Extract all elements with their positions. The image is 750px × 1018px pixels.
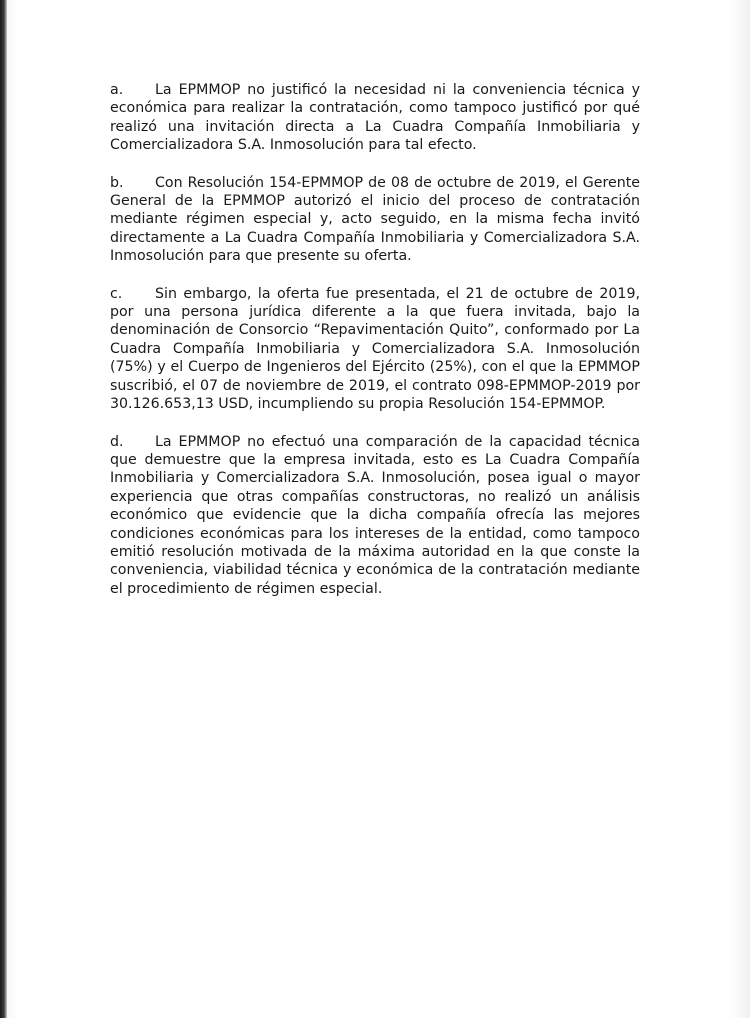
paragraph-a-text: La EPMMOP no justificó la necesidad ni la conveniencia técnica y económica para realizar la contratación, como tampoco justificó por qué realizó una invitación directa a La Cuadra Compañía Inmobiliaria y Comercializadora S.A. Inmosolución para tal efecto. [110,82,640,154]
paragraph-c-letter: c. [110,285,123,302]
paragraph-c [110,285,640,414]
document-body [110,81,640,617]
paragraph-b-text: Con Resolución 154-EPMMOP de 08 de octubre de 2019, el Gerente General de la EPMMOP autorizó el inicio del proceso de contratación mediante régimen especial y, acto seguido, en la misma fecha invitó directamente a La Cuadra Compañía Inmobiliaria y Comercializadora S.A. Inmosolución para que presente su oferta. [110,174,640,265]
paragraph-a-letter: a. [110,82,124,98]
paragraph-d [110,433,640,599]
paragraph-a [110,81,640,155]
paragraph-b [110,174,640,266]
paragraph-b-letter: b. [110,174,124,191]
paragraph-d-letter: d. [110,433,124,450]
paragraph-c-text: Sin embargo, la oferta fue presentada, el 21 de octubre de 2019, por una persona jurídica diferente a la que fuera invitada, bajo la denominación de Consorcio “Repavimentación Quito”, conformado por La Cuadra Compañía Inmobiliaria y Comercializadora S.A. Inmosolución (75%) y el Cuerpo de Ingenieros del Ejército (25%), con el que la EPMMOP suscribió, el 07 de noviembre de 2019, el contrato 098-EPMMOP-2019 por 30.126.653,13 USD, incumpliendo su propia Resolución 154-EPMMOP. [110,285,640,413]
paragraph-d-text: La EPMMOP no efectuó una comparación de la capacidad técnica que demuestre que la empresa invitada, esto es La Cuadra Compañía Inmobiliaria y Comercializadora S.A. Inmosolución, posea igual o mayor experiencia que otras compañías constructoras, no realizó un análisis económico que evidencie que la dicha compañía ofrecía las mejores condiciones económicas para los intereses de la entidad, como tampoco emitió resolución motivada de la máxima autoridad en la que conste la conveniencia, viabilidad técnica y económica de la contratación mediante el procedimiento de régimen especial. [110,433,640,597]
page-left-edge-shadow [0,0,7,1018]
